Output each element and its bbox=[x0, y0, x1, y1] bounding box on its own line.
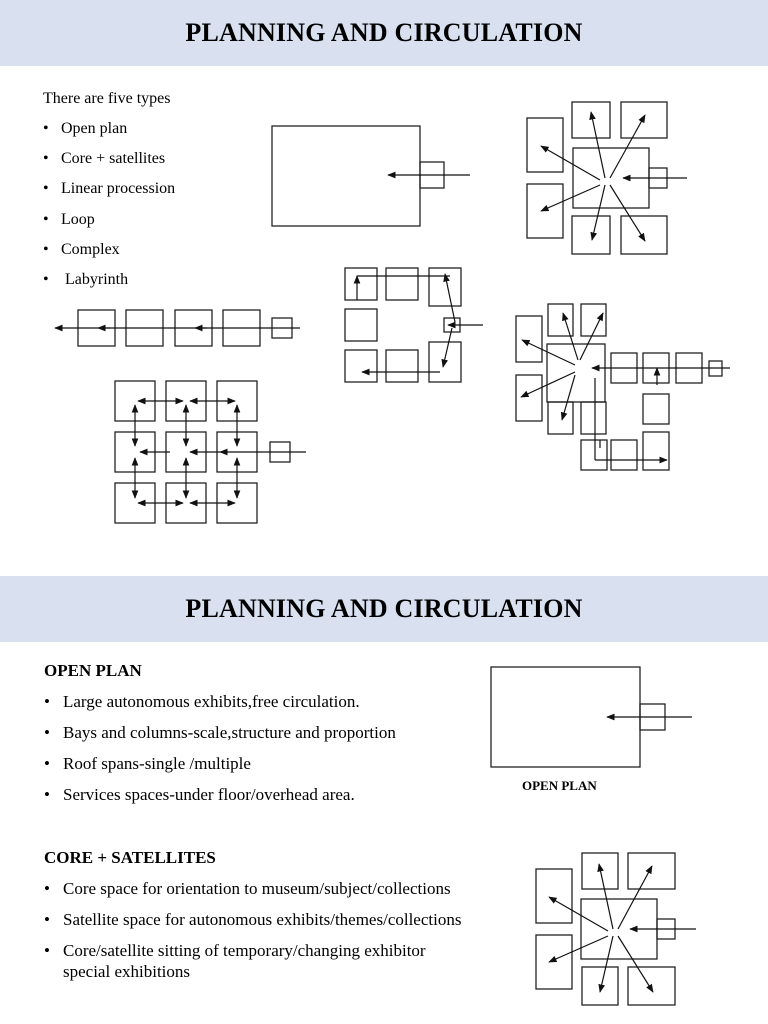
bullet-icon: • bbox=[44, 910, 50, 929]
list-item: • Open plan bbox=[43, 120, 128, 137]
core-satellites-heading: CORE + SATELLITES bbox=[44, 848, 216, 867]
list-item: • Core space for orientation to museum/subject/collections bbox=[44, 879, 451, 898]
list-item: • Complex bbox=[43, 240, 120, 258]
list-item: • Services spaces-under floor/overhead area. bbox=[44, 785, 355, 804]
list-item: • Linear procession bbox=[43, 180, 176, 198]
intro-text: There are five types bbox=[43, 90, 171, 107]
list-item: • Labyrinth bbox=[43, 270, 129, 288]
bullet-icon: • bbox=[44, 879, 50, 898]
open-plan-diagram bbox=[272, 126, 470, 226]
slide-title: PLANNING AND CIRCULATION bbox=[0, 0, 768, 66]
bullet-icon: • bbox=[44, 692, 50, 711]
loop-diagram bbox=[345, 268, 483, 382]
bullet-icon: • bbox=[43, 270, 49, 288]
bullet-icon: • bbox=[44, 754, 50, 773]
bullet-icon: • bbox=[44, 941, 50, 960]
list-item: • Core/satellite sitting of temporary/changing exhibitor special exhibitions bbox=[44, 941, 426, 981]
bullet-icon: • bbox=[43, 150, 49, 168]
slide-2 bbox=[0, 576, 768, 1024]
slide-2-diagrams bbox=[0, 576, 768, 1024]
list-item: • Roof spans-single /multiple bbox=[44, 754, 251, 773]
core-satellites-diagram bbox=[527, 102, 687, 254]
list-item: • Loop bbox=[43, 210, 95, 228]
slide-gap bbox=[0, 556, 768, 576]
bullet-icon: • bbox=[44, 785, 50, 804]
open-plan-figure bbox=[491, 667, 692, 767]
labyrinth-diagram bbox=[115, 381, 306, 523]
slide-title: PLANNING AND CIRCULATION bbox=[0, 576, 768, 642]
open-plan-caption: OPEN PLAN bbox=[522, 778, 597, 793]
list-item: • Core + satellites bbox=[43, 150, 166, 168]
list-item: • Satellite space for autonomous exhibits/themes/collections bbox=[44, 910, 462, 929]
linear-procession-diagram bbox=[55, 310, 300, 346]
core-satellites-figure bbox=[536, 853, 696, 1005]
bullet-icon: • bbox=[44, 723, 50, 742]
complex-diagram bbox=[516, 304, 730, 470]
bullet-icon: • bbox=[43, 120, 49, 137]
list-item: • Large autonomous exhibits,free circulation. bbox=[44, 692, 360, 711]
bullet-icon: • bbox=[43, 240, 49, 258]
list-item: • Bays and columns-scale,structure and proportion bbox=[44, 723, 396, 742]
bullet-icon: • bbox=[43, 210, 49, 228]
bullet-icon: • bbox=[43, 180, 49, 198]
open-plan-heading: OPEN PLAN bbox=[44, 661, 142, 680]
